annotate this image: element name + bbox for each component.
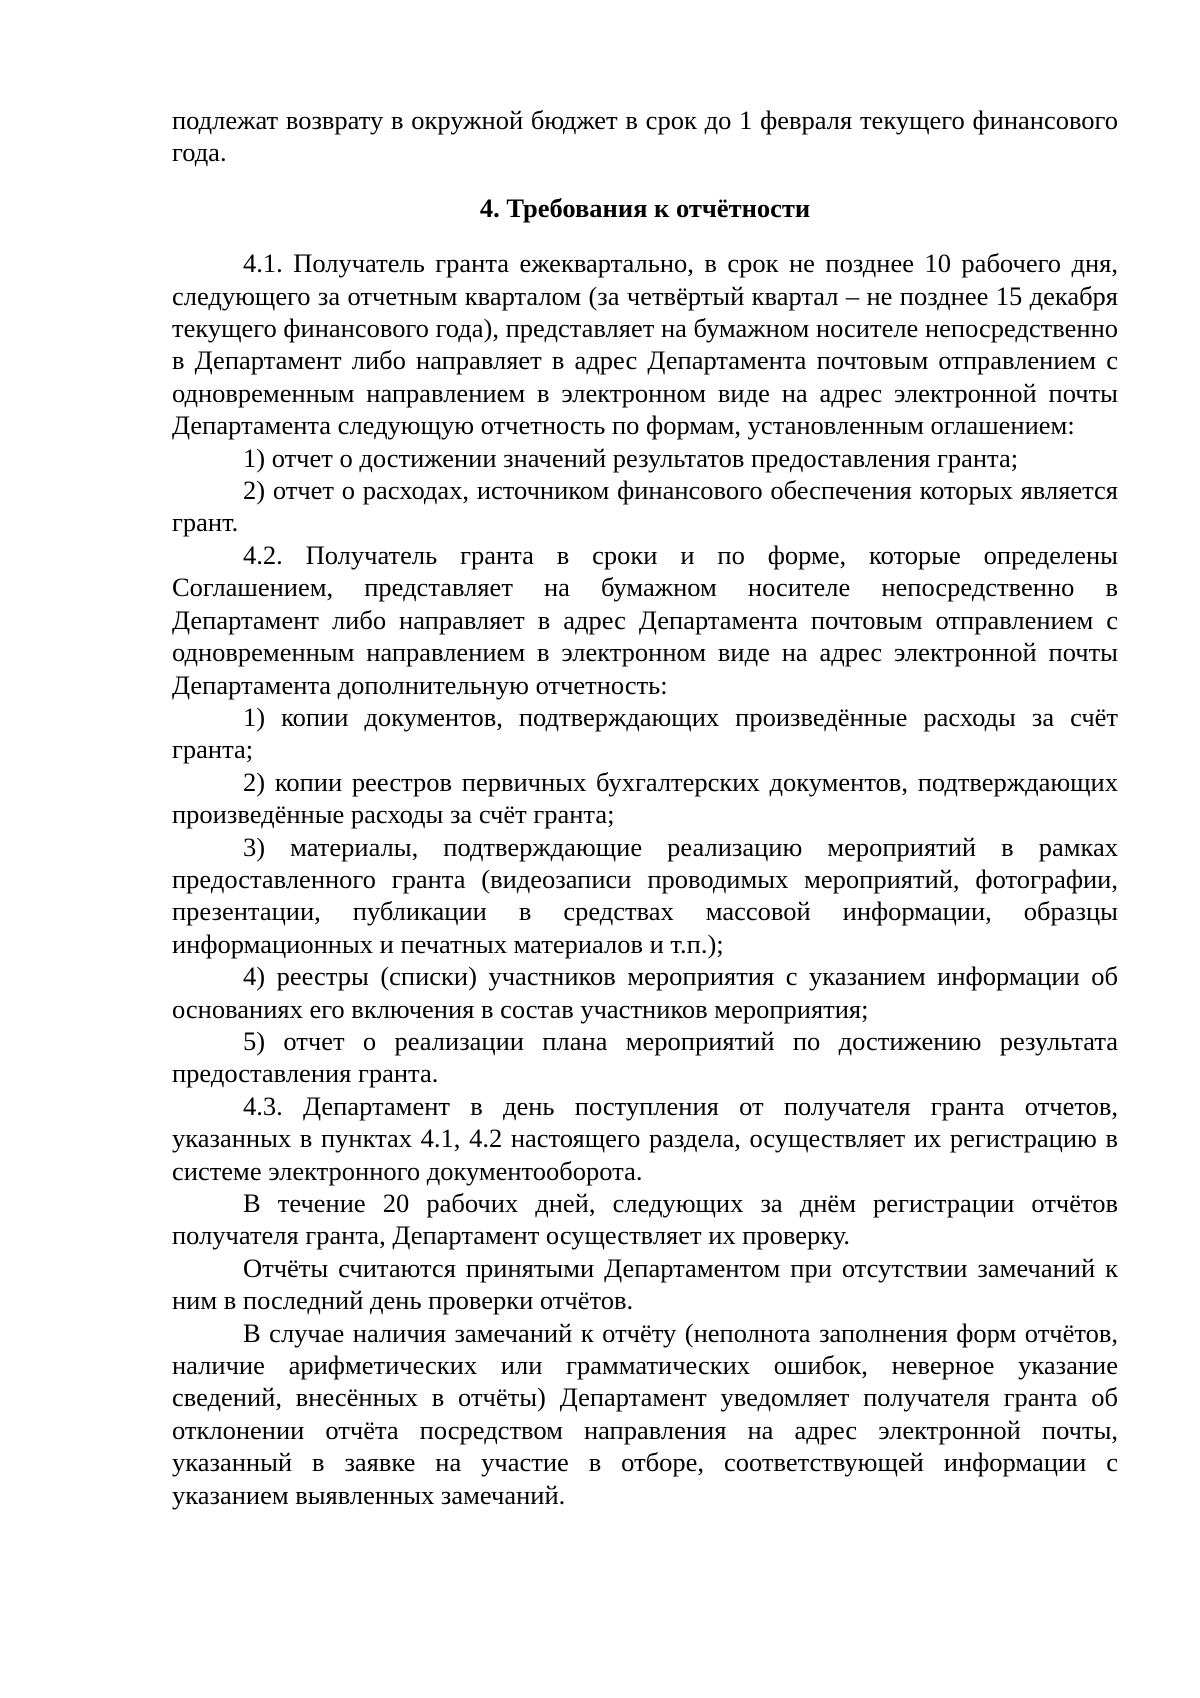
paragraph-4-1: 4.1. Получатель гранта ежеквартально, в срок не позднее 10 рабочего дня, следующего за отчетным кварталом (за четвёртый квартал – не позднее 15 декабря текущего финансового года), представляет на бумажном носителе непосредственно в Департамент либо направляет в адрес Департамента почтовым отправлением с одновременным направлением в электронном виде на адрес электронной почты Департамента следующую отчетность по формам, установленным оглашением: <box>172 248 1118 441</box>
list-item-4-1-1: 1) отчет о достижении значений результатов предоставления гранта; <box>243 442 1019 473</box>
list-item-4-1-2: 2) отчет о расходах, источником финансового обеспечения которых является грант. <box>172 475 1118 538</box>
list-item-4-2-5: 5) отчет о реализации плана мероприятий по достижению результата предоставления гранта. <box>172 1025 1118 1089</box>
list-item-4-2-4: 4) реестры (списки) участников мероприятия с указанием информации об основаниях его включения в состав участников мероприятия; <box>172 961 1118 1024</box>
paragraph-acceptance: Отчёты считаются принятыми Департаментом при отсутствии замечаний к ним в последний день проверки отчётов. <box>172 1252 1118 1316</box>
paragraph-4-2: 4.2. Получатель гранта в сроки и по форме, которые определены Соглашением, представляет на бумажном носителе непосредственно в Департамент либо направляет в адрес Департамента почтовым отправлением с одновременным направлением в электронном виде на адрес электронной почты Департамента дополнительную отчетность: <box>172 539 1118 700</box>
list-item-4-2-2: 2) копии реестров первичных бухгалтерских документов, подтверждающих произведённые расходы за счёт гранта; <box>172 766 1118 830</box>
paragraph-4-3: 4.3. Департамент в день поступления от получателя гранта отчетов, указанных в пунктах 4.1, 4.2 настоящего раздела, осуществляет их регистрацию в системе электронного документооборота. <box>172 1090 1118 1186</box>
paragraph-rejection: В случае наличия замечаний к отчёту (неполнота заполнения форм отчётов, наличие арифметических или грамматических ошибок, неверное указание сведений, внесённых в отчёты) Департамент уведомляет получателя гранта об отклонении отчёта посредством направления на адрес электронной почты, указанный в заявке на участие в отборе, соответствующей информации с указанием выявленных замечаний. <box>172 1317 1118 1510</box>
list-item-4-2-3: 3) материалы, подтверждающие реализацию мероприятий в рамках предоставленного гранта (видеозаписи проводимых мероприятий, фотографии, презентации, публикации в средствах массовой информации, образцы информационных и печатных материалов и т.п.); <box>172 831 1118 959</box>
document-page <box>172 104 1118 1511</box>
section-heading: 4. Требования к отчётности <box>479 192 811 223</box>
list-item-4-2-1: 1) копии документов, подтверждающих произведённые расходы за счёт гранта; <box>172 701 1118 765</box>
paragraph-review-period: В течение 20 рабочих дней, следующих за днём регистрации отчётов получателя гранта, Департамент осуществляет их проверку. <box>172 1188 1118 1251</box>
continuation-paragraph: подлежат возврату в окружной бюджет в срок до 1 февраля текущего финансового года. <box>172 105 1118 168</box>
